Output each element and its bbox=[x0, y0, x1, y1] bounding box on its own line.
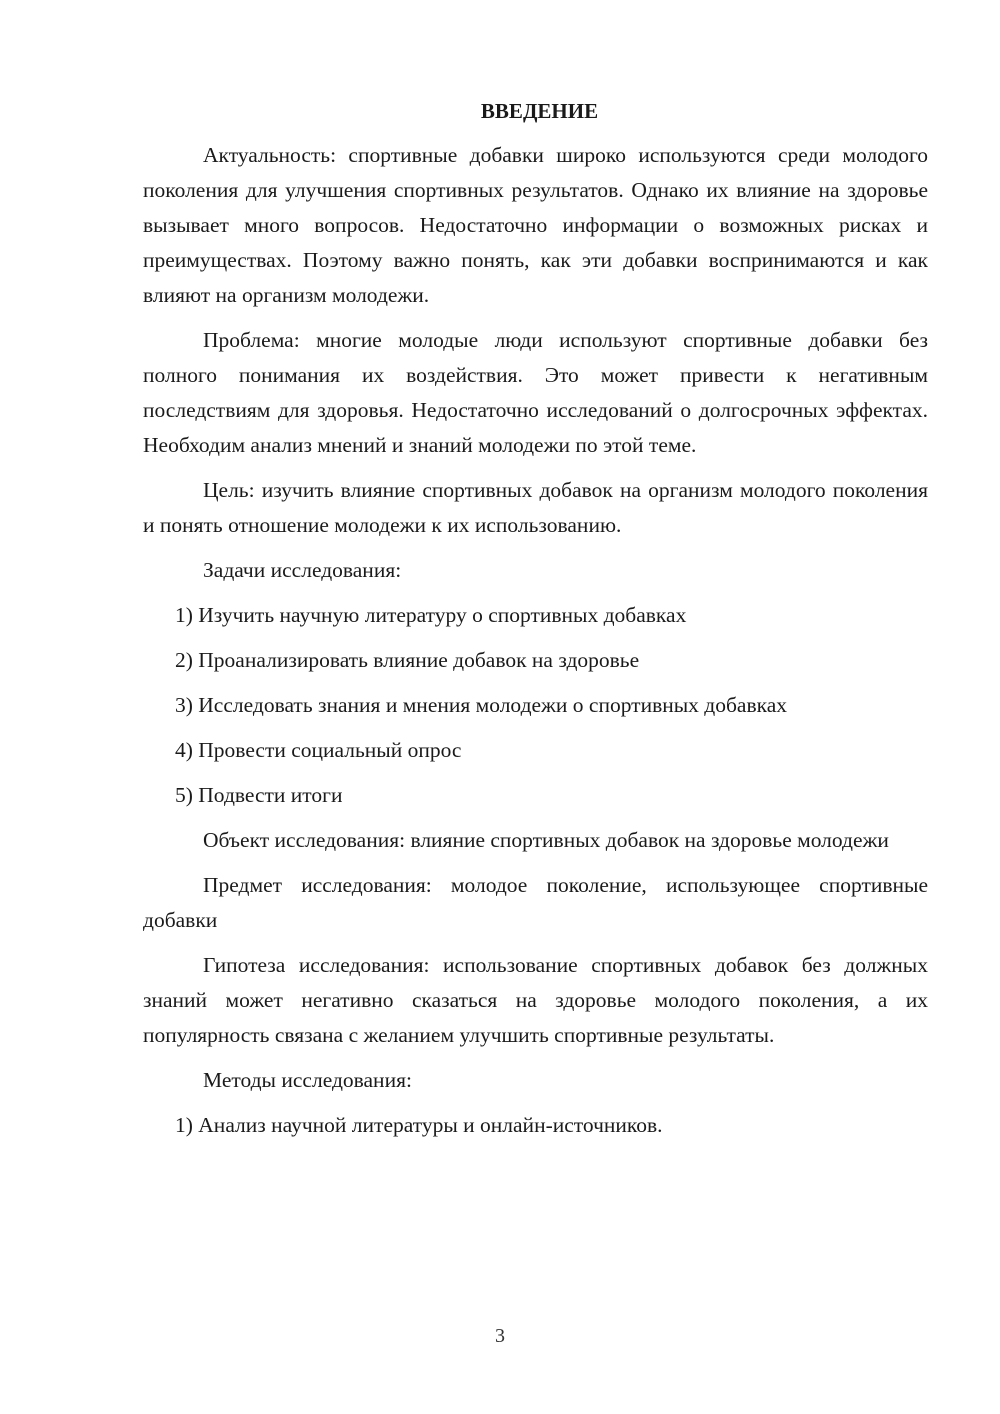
paragraph-relevance: Актуальность: спортивные добавки широко используются среди молодого поколения для улучшения спортивных результатов. Однако их влияние на здоровье вызывает много вопросов. Недостаточно информации о возможных рисках и преимуществах. Поэтому важно понять, как эти добавки воспринимаются и как влияют на организм молодежи. bbox=[143, 143, 928, 307]
tasks-title: Задачи исследования: bbox=[203, 558, 402, 582]
paragraph-goal: Цель: изучить влияние спортивных добавок на организм молодого поколения и понять отношение молодежи к их использованию. bbox=[143, 478, 928, 537]
list-item: 5) Подвести итоги bbox=[175, 783, 343, 807]
page-number: 3 bbox=[495, 1325, 505, 1347]
paragraph-object: Объект исследования: влияние спортивных добавок на здоровье молодежи bbox=[203, 828, 889, 852]
list-item: 3) Исследовать знания и мнения молодежи о спортивных добавках bbox=[175, 693, 788, 717]
section-heading: ВВЕДЕНИЕ bbox=[480, 99, 599, 123]
document-page bbox=[143, 96, 928, 1153]
list-item: 4) Провести социальный опрос bbox=[175, 738, 462, 762]
paragraph-subject: Предмет исследования: молодое поколение, использующее спортивные добавки bbox=[143, 873, 928, 932]
list-item: 1) Изучить научную литературу о спортивных добавках bbox=[175, 603, 687, 627]
paragraph-hypothesis: Гипотеза исследования: использование спортивных добавок без должных знаний может негативно сказаться на здоровье молодого поколения, а их популярность связана с желанием улучшить спортивные результаты. bbox=[143, 953, 928, 1047]
methods-title: Методы исследования: bbox=[203, 1068, 412, 1092]
paragraph-problem: Проблема: многие молодые люди используют спортивные добавки без полного понимания их воздействия. Это может привести к негативным последствиям для здоровья. Недостаточно исследований о долгосрочных эффектах. Необходим анализ мнений и знаний молодежи по этой теме. bbox=[143, 328, 928, 457]
list-item: 1) Анализ научной литературы и онлайн-источников. bbox=[175, 1113, 663, 1137]
list-item: 2) Проанализировать влияние добавок на здоровье bbox=[175, 648, 640, 672]
